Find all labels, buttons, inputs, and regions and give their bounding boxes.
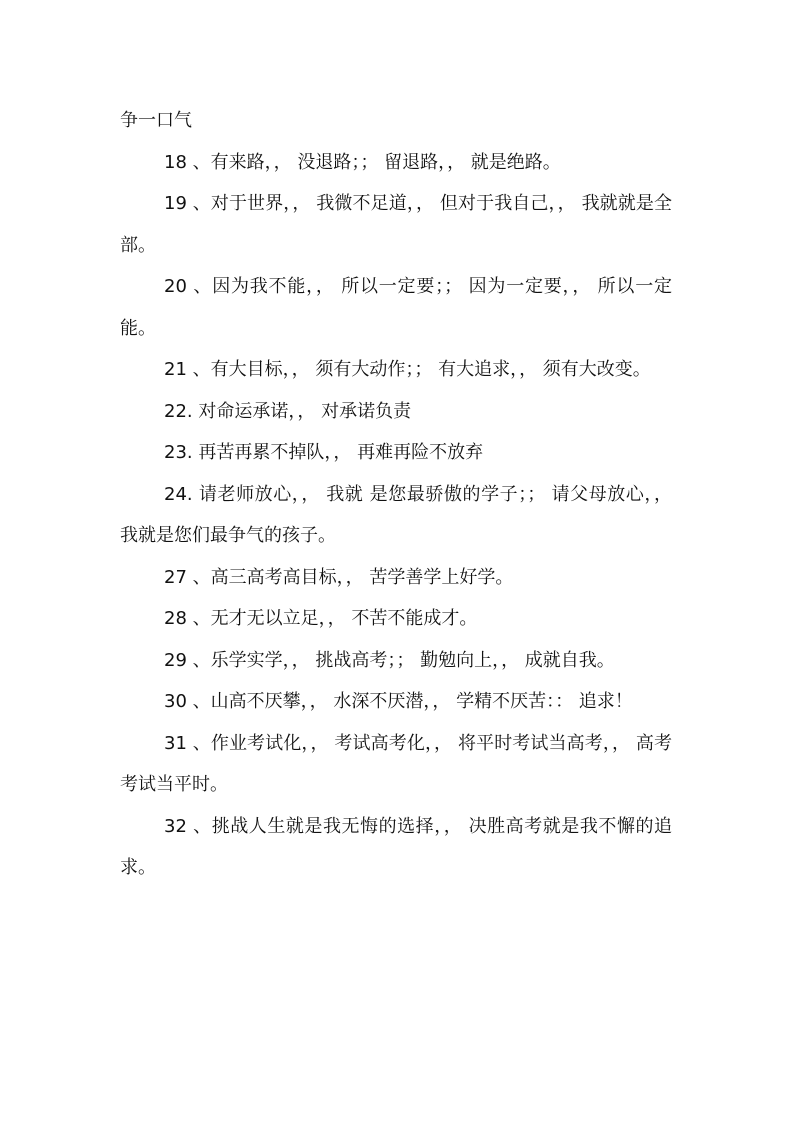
paragraph-28: 28 、无才无以立足，， 不苦不能成才。 (164, 608, 478, 629)
paragraph-27: 27 、高三高考高目标，， 苦学善学上好学。 (164, 566, 514, 588)
paragraph-30: 30 、山高不厌攀，， 水深不厌潜，， 学精不厌苦：： 追求！ (164, 691, 633, 712)
paragraph-19: 19 、对于世界，， 我微不足道，， 但对于我自己，， 我就就是全部。 (120, 193, 672, 256)
paragraph-20: 20 、因为我不能，， 所以一定要；； 因为一定要，， 所以一定能。 (120, 276, 672, 339)
paragraph-21: 21 、有大目标，， 须有大动作；； 有大追求，， 须有大改变。 (164, 359, 651, 380)
paragraph-18: 18 、有来路，， 没退路；； 留退路，， 就是绝路。 (164, 151, 561, 173)
paragraph-continuation: 争一口气 (120, 110, 192, 131)
paragraph-32: 32 、挑战人生就是我无悔的选择，， 决胜高考就是我不懈的追求。 (120, 815, 672, 878)
paragraph-31: 31 、作业考试化，， 考试高考化，， 将平时考试当高考，， 高考考试当平时。 (120, 732, 672, 795)
paragraph-23: 23. 再苦再累不掉队，， 再难再险不放弃 (164, 442, 484, 463)
paragraph-29: 29 、乐学实学，， 挑战高考；； 勤勉向上，， 成就自我。 (164, 649, 615, 671)
paragraph-24: 24. 请老师放心，， 我就 是您最骄傲的学子；； 请父母放心，， 我就是您们最争气的孩子。 (120, 483, 672, 546)
paragraph-22: 22. 对命运承诺，， 对承诺负责 (164, 400, 412, 422)
document-body (120, 100, 672, 889)
